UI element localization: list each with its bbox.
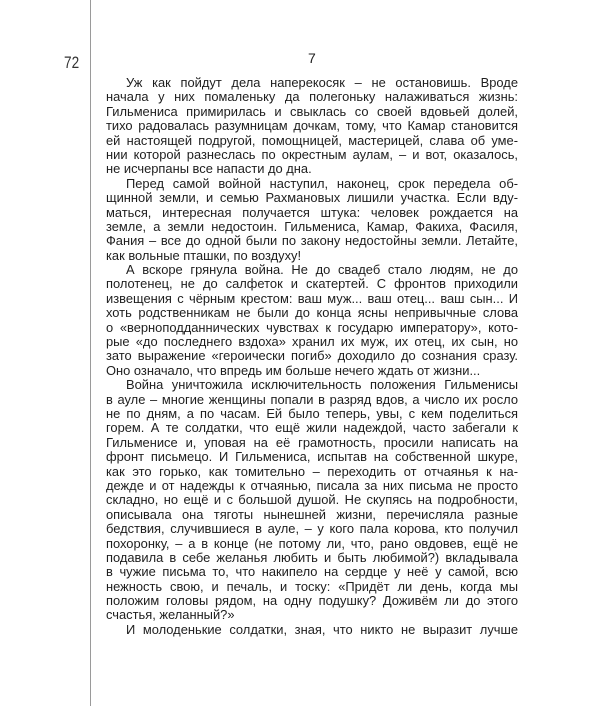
text-line: Гильменисе и, уповая на её грамотность, просили написать на [106,434,518,450]
text-line: похоронку, – а в конце (не потому ли, что, рано овдовев, ещё не [106,535,518,551]
text-line: описывала она тяготы нынешней жизни, перечисляла разные [106,506,518,522]
text-line: не исчерпаны все напасти до дна. [106,161,312,177]
text-line: Уж как пойдут дела наперекосяк – не остановишь. Вроде [126,75,518,90]
text-line: тихо радовалась разумницам дочкам, тому, что Камар становится [106,118,518,134]
text-line: хоть родственникам не были до конца ясны непривычные слова [106,305,518,321]
text-line: фронт письмецо. И Гильмениса, испытав на собственной шкуре, [106,449,518,465]
text-line: в чужие письма то, что накипело на сердце у неё у самой, всю [106,564,518,580]
text-line: подавила в себе желанья любить и быть любимой?) вкладывала [106,549,518,565]
paragraph [106,263,518,378]
text-line: как это горько, как томительно – переходить от отчаянья к на- [106,463,518,479]
margin-page-number: 72 [64,53,80,72]
text-line: горем. А те солдатки, что ещё жили надеждой, часто забегали к [106,420,518,436]
text-line: Война уничтожила исключительность положения Гильменисы [126,377,518,393]
text-line: Фания – все до одной были по закону недостойны земли. Летайте, [106,233,518,249]
text-line: полотенец, не до салфеток и скатертей. С фронтов приходили [106,276,518,292]
page-number: 7 [308,50,316,66]
paragraph [106,76,518,177]
text-line: рые «до последнего вздоха» хранил их муж, их отец, их сын, но [106,334,518,350]
paragraph [106,623,518,637]
text-line: как вольные пташки, по воздуху! [106,247,302,263]
text-line: извещения с чёрным крестом: ваш муж... ваш отец... ваш сын... И [106,290,518,306]
text-line: А вскоре грянула война. Не до свадеб стало людям, не до [126,262,518,278]
text-line: дежде и от надежды к отчаянью, писала за них письма не просто [106,477,518,493]
text-line: Оно означало, что впредь им больше нечего ждать от жизни... [106,362,481,378]
paragraph [106,378,518,623]
text-line: щинной земли, и семью Рахмановых лишили участка. Если вду- [106,190,518,206]
page-margin-rule [90,0,91,706]
text-line: положим головы рядом, на одну подушку? Доживём ли до этого [106,593,518,609]
body-text [106,76,518,637]
text-line: земле, а земли недостоин. Гильмениса, Камар, Факиха, Фасиля, [106,218,518,234]
text-line: нежность свою, и печаль, и тоску: «Придёт ли день, когда мы [106,578,518,594]
text-line: маться, интересная получается штука: человек рождается на [106,204,518,220]
paragraph [106,177,518,263]
text-line: Гильмениса примирилась и свыклась со своей вдовьей долей, [106,103,518,119]
text-line: начала у них помаленьку да полегоньку налаживаться жизнь: [106,89,518,105]
text-line: И молоденькие солдатки, зная, что никто не выразит лучше [126,621,518,637]
text-line: не по дням, а по часам. Ей было теперь, увы, с кем поделиться [106,405,518,421]
text-line: зато выражение «героически погиб» доходило до сознания сразу. [106,348,518,364]
text-line: ей настоящей подругой, помощницей, мастерицей, слава об уме- [106,132,518,148]
text-line: о «верноподданнических чувствах к государю императору», кото- [106,319,518,335]
text-line: в ауле – многие женщины попали в разряд вдов, а число их росло [106,391,518,407]
text-line: складно, но ещё и с большой душой. Не скупясь на подробности, [106,492,518,508]
text-line: бедствия, случившиеся в ауле, – у кого пала корова, кто получил [106,521,518,537]
text-line: счастья, желанный?» [106,607,235,623]
text-line: нии которой разнеслась по окрестным аулам, – и вот, оказалось, [106,146,518,162]
text-line: Перед самой войной наступил, наконец, срок передела об- [126,175,518,191]
